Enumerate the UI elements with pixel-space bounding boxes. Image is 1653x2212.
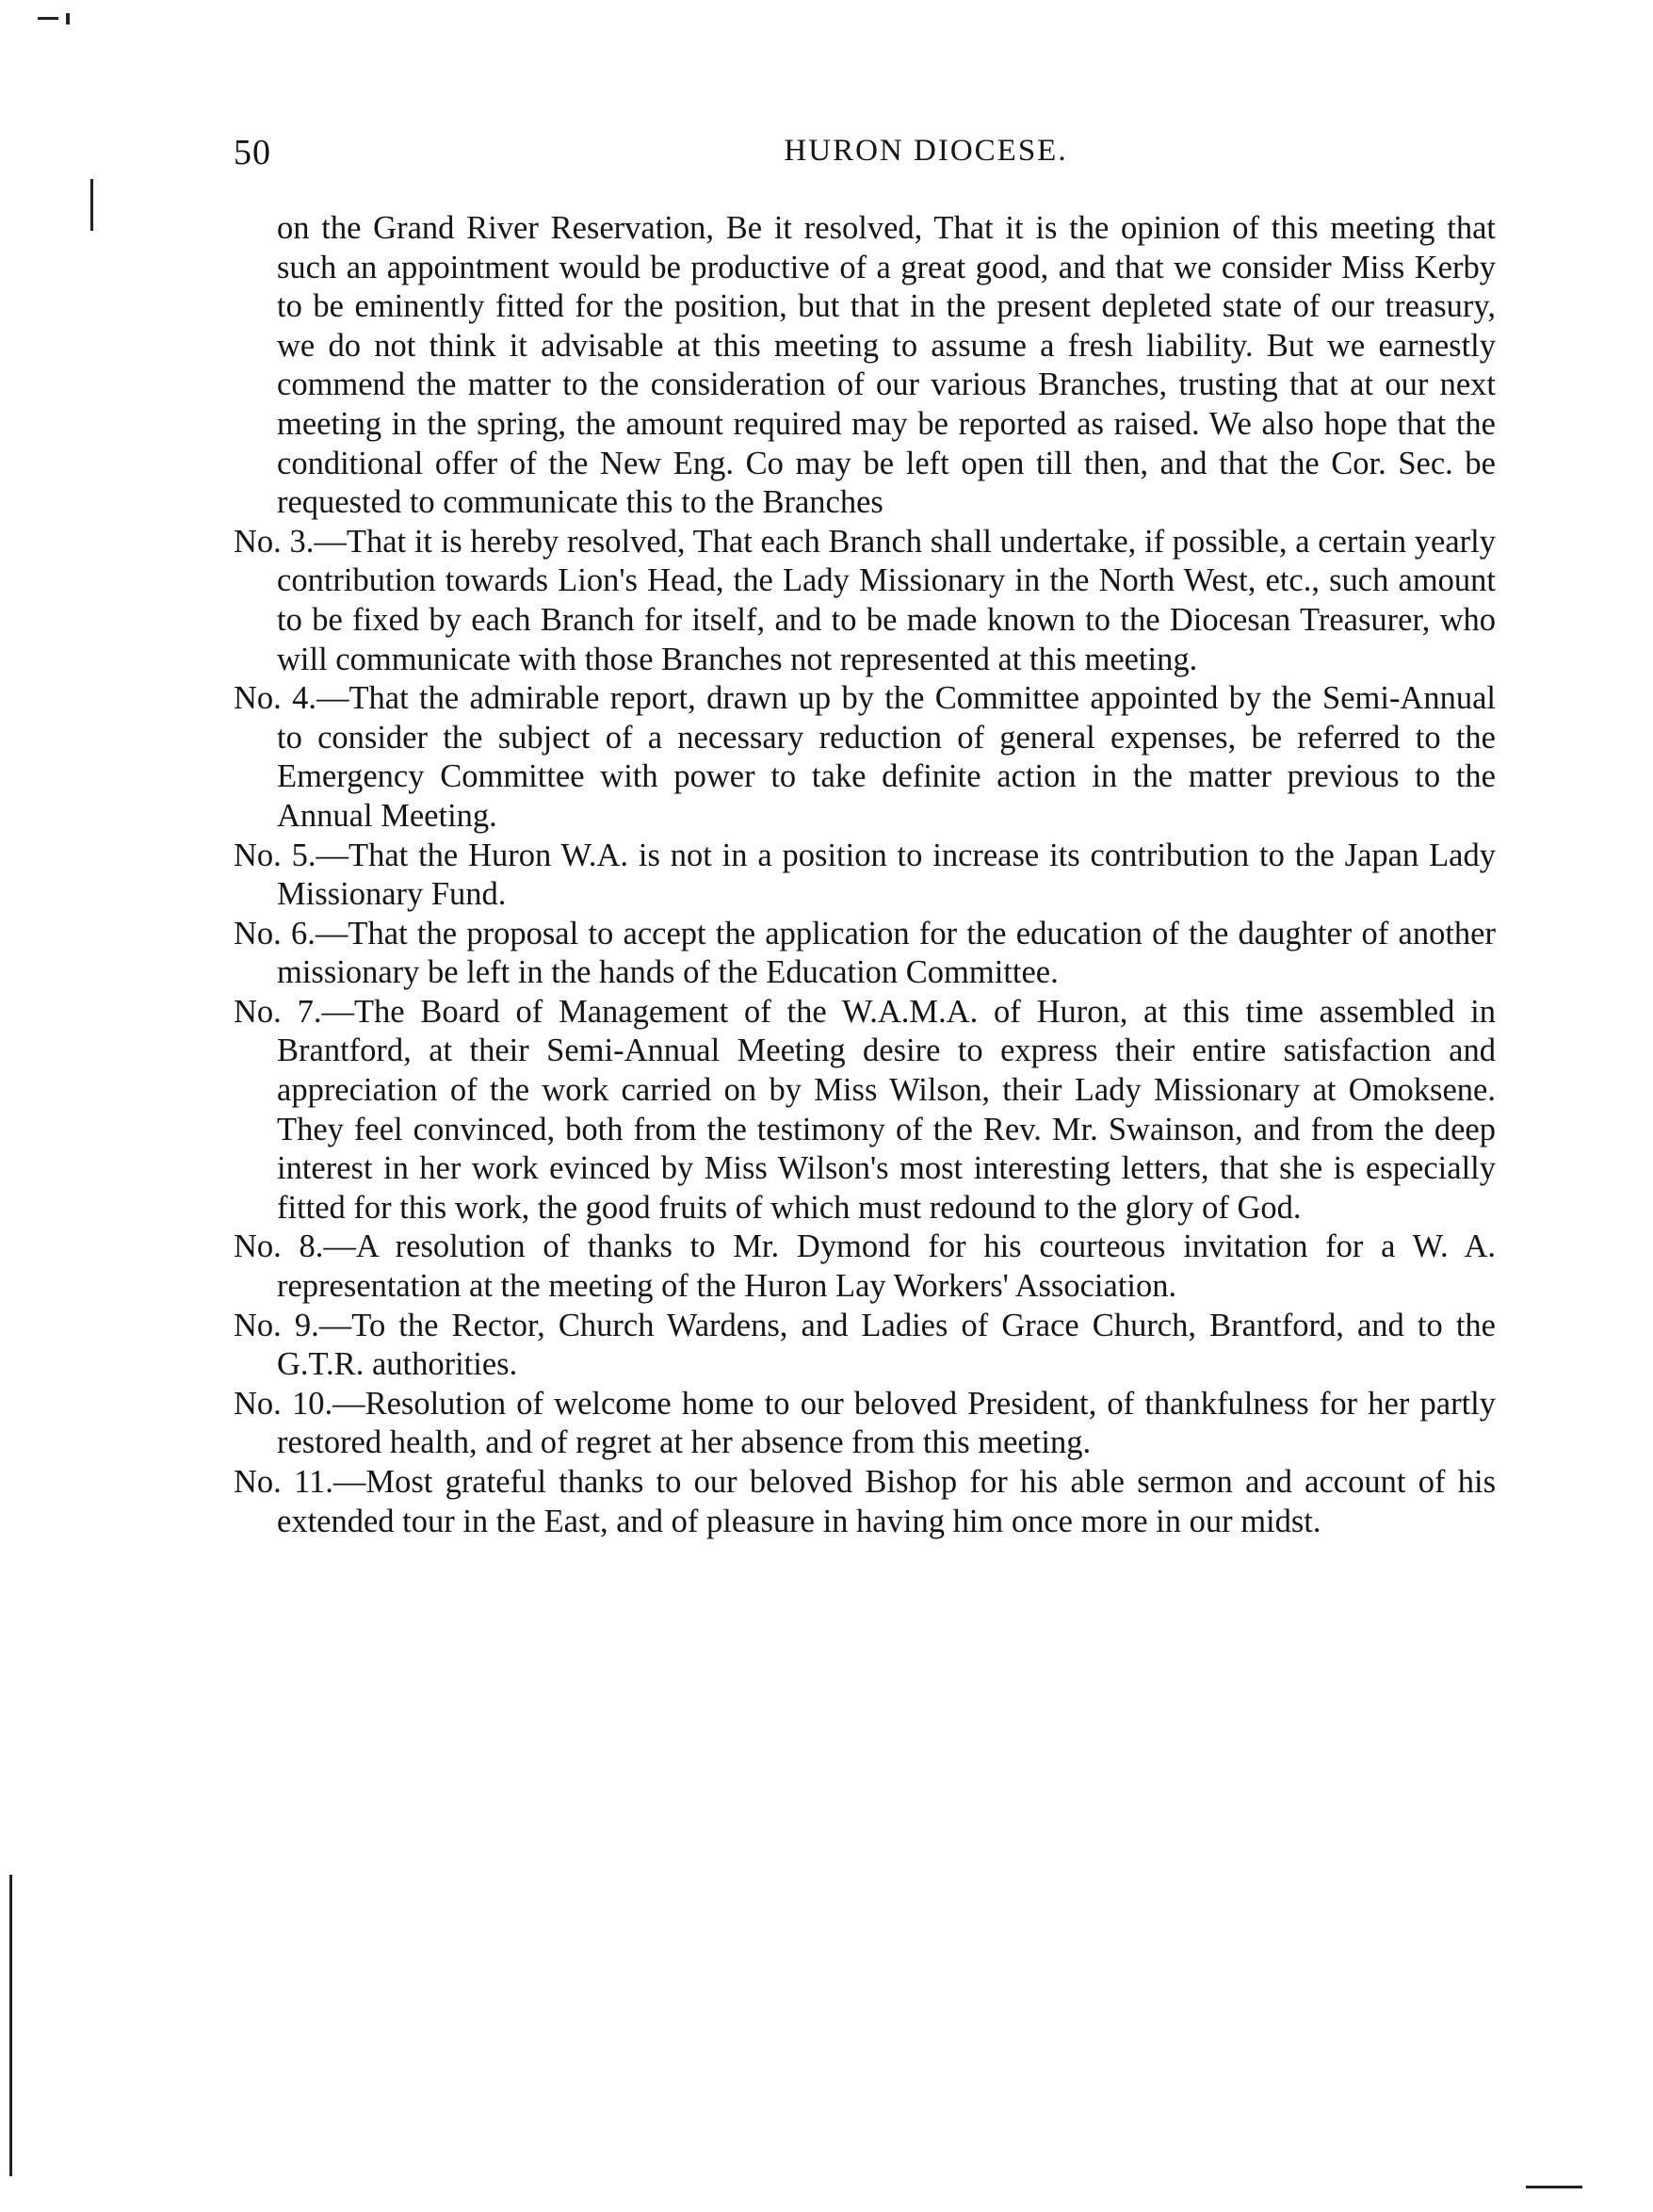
resolution-item: No. 5.—That the Huron W.A. is not in a position to increase its contribution to the Japan Lady Missionary Fund. [234,837,1496,913]
body-text [234,209,1496,1541]
resolution-item: No. 7.—The Board of Management of the W.A.M.A. of Huron, at this time assembled in Brantford, at their Semi-Annual Meeting desire to express their entire satisfaction and appreciation of the work carried on by Miss Wilson, their Lady Missionary at Omoksene. They feel convinced, both from the testimony of the Rev. Mr. Swainson, and from the deep interest in her work evinced by Miss Wilson's most interesting letters, that she is especially fitted for this work, the good fruits of which must redound to the glory of God. [234,993,1496,1226]
resolution-item: No. 3.—That it is hereby resolved, That each Branch shall undertake, if possible, a certain yearly contribution towards Lion's Head, the Lady Missionary in the North West, etc., such amount to be fixed by each Branch for itself, and to be made known to the Diocesan Treasurer, who will communicate with those Branches not represented at this meeting. [234,523,1496,677]
scan-mark [9,1875,12,2176]
resolution-item: No. 10.—Resolution of welcome home to our beloved President, of thankfulness for her partly restored health, and of regret at her absence from this meeting. [234,1385,1496,1461]
scan-mark [38,17,58,20]
scan-mark [90,179,93,231]
page-number: 50 [234,133,271,172]
scan-mark [66,13,70,24]
resolution-item: No. 4.—That the admirable report, drawn up by the Committee appointed by the Semi-Annual to consider the subject of a necessary reduction of general expenses, be referred to the Emergency Committee with power to take definite action in the matter previous to the Annual Meeting. [234,680,1496,834]
page-header [234,132,1496,185]
running-title: HURON DIOCESE. [784,134,1068,168]
resolution-item: No. 9.—To the Rector, Church Wardens, and Ladies of Grace Church, Brantford, and to the G.T.R. authorities. [234,1307,1496,1383]
scan-mark [1526,2186,1582,2188]
resolution-item: No. 8.—A resolution of thanks to Mr. Dymond for his courteous invitation for a W. A. representation at the meeting of the Huron Lay Workers' Association. [234,1228,1496,1305]
resolution-item: No. 11.—Most grateful thanks to our beloved Bishop for his able sermon and account of his extended tour in the East, and of pleasure in having him once more in our midst. [234,1464,1496,1539]
continuation-paragraph: on the Grand River Reservation, Be it resolved, That it is the opinion of this meeting that such an appointment would be productive of a great good, and that we consider Miss Kerby to be eminently fitted for the position, but that in the present depleted state of our treasury, we do not think it advisable at this meeting to assume a fresh liability. But we earnestly commend the matter to the consideration of our various Branches, trusting that at our next meeting in the spring, the amount required may be reported as raised. We also hope that the conditional offer of the New Eng. Co may be left open till then, and that the Cor. Sec. be requested to communicate this to the Branches [277,210,1496,521]
resolution-item: No. 6.—That the proposal to accept the application for the education of the daughter of another missionary be left in the hands of the Education Committee. [234,915,1496,991]
